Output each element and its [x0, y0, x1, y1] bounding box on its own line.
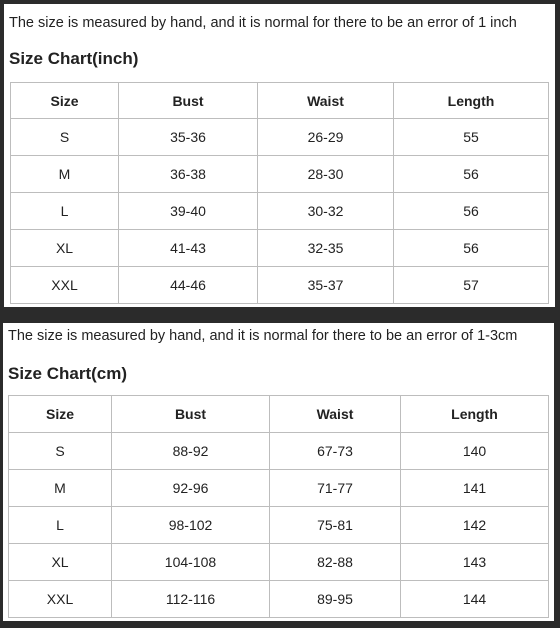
cell-length: 55: [394, 119, 549, 156]
table-row: [11, 193, 549, 230]
cell-waist: 26-29: [258, 119, 394, 156]
header-bust: Bust: [112, 396, 270, 433]
cell-waist: 35-37: [258, 267, 394, 304]
size-chart-inch-panel: [4, 4, 555, 307]
cell-length: 142: [401, 507, 549, 544]
header-size: Size: [9, 396, 112, 433]
cell-size: M: [11, 156, 119, 193]
cell-bust: 88-92: [112, 433, 270, 470]
cell-waist: 82-88: [270, 544, 401, 581]
header-length: Length: [394, 83, 549, 119]
cell-length: 57: [394, 267, 549, 304]
cell-bust: 98-102: [112, 507, 270, 544]
table-row: [9, 470, 549, 507]
cell-waist: 67-73: [270, 433, 401, 470]
chart-title: Size Chart(cm): [8, 364, 128, 383]
cell-size: L: [9, 507, 112, 544]
cell-length: 56: [394, 193, 549, 230]
cell-size: S: [11, 119, 119, 156]
table-row: [11, 119, 549, 156]
cell-size: M: [9, 470, 112, 507]
cell-length: 140: [401, 433, 549, 470]
table-row: [9, 581, 549, 618]
header-bust: Bust: [119, 83, 258, 119]
cell-length: 143: [401, 544, 549, 581]
cell-size: XXL: [11, 267, 119, 304]
cell-waist: 75-81: [270, 507, 401, 544]
cell-length: 56: [394, 156, 549, 193]
table-header-row: [11, 83, 549, 119]
cell-bust: 92-96: [112, 470, 270, 507]
cell-waist: 89-95: [270, 581, 401, 618]
size-chart-cm-panel: [3, 323, 554, 621]
cell-bust: 36-38: [119, 156, 258, 193]
header-size: Size: [11, 83, 119, 119]
cell-bust: 44-46: [119, 267, 258, 304]
table-row: [11, 267, 549, 304]
measurement-note: The size is measured by hand, and it is normal for there to be an error of 1-3cm: [8, 328, 518, 344]
cell-size: XL: [11, 230, 119, 267]
cell-bust: 104-108: [112, 544, 270, 581]
table-row: [9, 544, 549, 581]
table-row: [11, 230, 549, 267]
cell-waist: 32-35: [258, 230, 394, 267]
cell-bust: 41-43: [119, 230, 258, 267]
table-header-row: [9, 396, 549, 433]
size-table-cm: [8, 395, 549, 618]
table-row: [9, 433, 549, 470]
cell-size: L: [11, 193, 119, 230]
cell-length: 56: [394, 230, 549, 267]
chart-title: Size Chart(inch): [9, 49, 139, 68]
table-row: [11, 156, 549, 193]
cell-bust: 39-40: [119, 193, 258, 230]
cell-waist: 71-77: [270, 470, 401, 507]
cell-waist: 28-30: [258, 156, 394, 193]
cell-size: XXL: [9, 581, 112, 618]
measurement-note: The size is measured by hand, and it is normal for there to be an error of 1 inch: [9, 15, 517, 31]
header-waist: Waist: [270, 396, 401, 433]
cell-waist: 30-32: [258, 193, 394, 230]
cell-bust: 112-116: [112, 581, 270, 618]
header-length: Length: [401, 396, 549, 433]
size-table-inch: [10, 82, 549, 304]
cell-size: XL: [9, 544, 112, 581]
header-waist: Waist: [258, 83, 394, 119]
cell-size: S: [9, 433, 112, 470]
cell-bust: 35-36: [119, 119, 258, 156]
cell-length: 141: [401, 470, 549, 507]
cell-length: 144: [401, 581, 549, 618]
table-row: [9, 507, 549, 544]
